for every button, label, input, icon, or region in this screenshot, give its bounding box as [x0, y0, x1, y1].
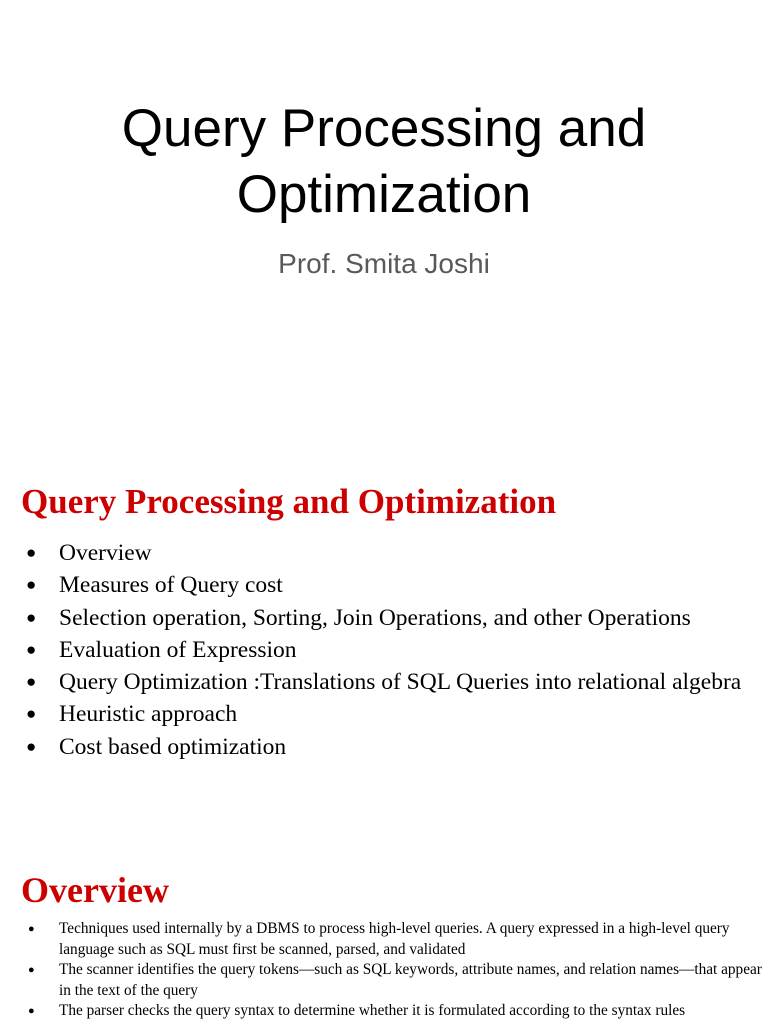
overview-item [21, 919, 766, 960]
bullet-icon: ● [26, 639, 37, 659]
bullet-icon: ● [26, 575, 37, 595]
overview-list [21, 919, 766, 1022]
slide-title [0, 96, 768, 228]
bullet-icon: ● [26, 704, 37, 724]
agenda-item-text: Query Optimization :Translations of SQL Queries into relational algebra [59, 669, 742, 696]
bullet-icon: ● [28, 1005, 35, 1018]
bullet-icon: ● [26, 607, 37, 627]
agenda-item [21, 731, 756, 763]
agenda-item-text: Overview [59, 540, 152, 566]
bullet-icon: ● [26, 543, 37, 562]
bullet-icon: ● [28, 964, 35, 977]
agenda-item [21, 602, 756, 634]
agenda-heading: Query Processing and Optimization [21, 482, 557, 521]
agenda-item-text: Selection operation, Sorting, Join Operations, and other Operations [59, 604, 691, 631]
overview-item-text: The scanner identifies the query tokens—such as SQL keywords, attribute names, and relation names—that appear in the text of the query [59, 961, 762, 999]
bullet-icon: ● [26, 736, 37, 756]
overview-item-text: The parser checks the query syntax to determine whether it is formulated according to the syntax rules [59, 1002, 686, 1020]
slide-title-line: Optimization [236, 165, 532, 224]
agenda-item [21, 634, 756, 666]
slide-title-line: Query Processing and [121, 99, 647, 158]
agenda-slide [0, 432, 768, 864]
agenda-item [21, 569, 756, 601]
agenda-item [21, 666, 756, 698]
agenda-item [21, 698, 756, 730]
agenda-item-text: Measures of Query cost [59, 572, 283, 599]
bullet-icon: ● [28, 923, 35, 935]
overview-item [21, 960, 766, 1001]
overview-slide [0, 864, 768, 1024]
title-slide [0, 0, 768, 432]
bullet-icon: ● [26, 672, 37, 692]
agenda-item-text: Cost based optimization [59, 733, 287, 760]
overview-item [21, 1001, 766, 1022]
agenda-item-text: Heuristic approach [59, 701, 238, 728]
agenda-item-text: Evaluation of Expression [59, 636, 297, 663]
overview-heading: Overview [21, 870, 169, 910]
author-name: Prof. Smita Joshi [278, 248, 490, 279]
agenda-list [21, 537, 756, 763]
agenda-item [21, 537, 756, 569]
overview-item-text: Techniques used internally by a DBMS to process high-level queries. A query expressed in a high-level query language such as SQL must first be scanned, parsed, and validated [59, 920, 730, 958]
